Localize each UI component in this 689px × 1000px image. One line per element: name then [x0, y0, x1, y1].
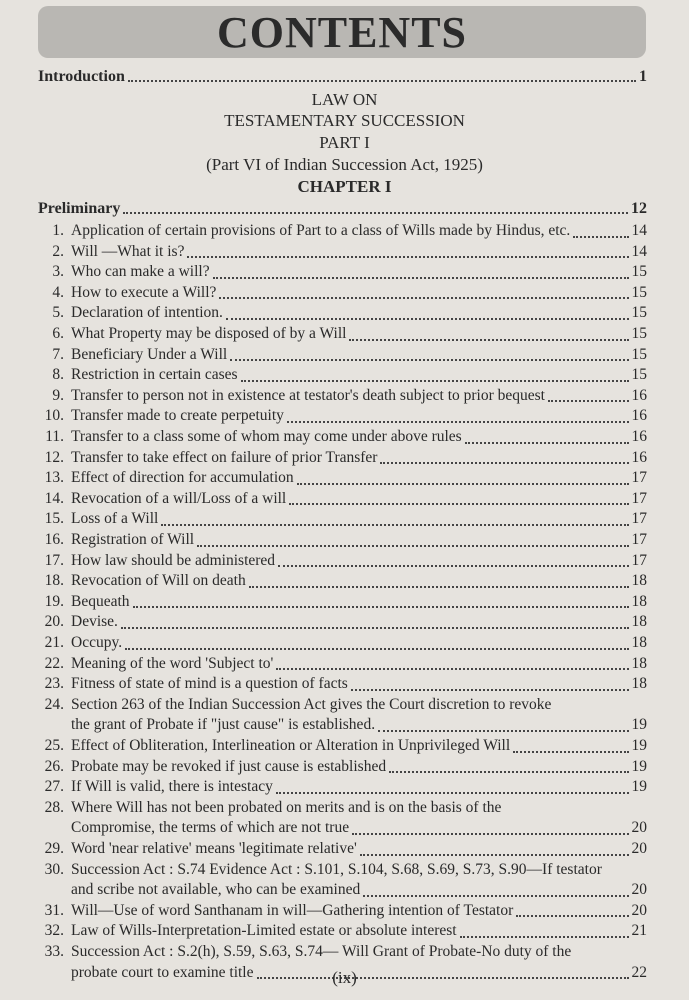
- dot-leader: [389, 771, 628, 773]
- toc-entry: [38, 530, 647, 551]
- dot-leader: [187, 256, 628, 258]
- entry-label: Introduction: [38, 68, 125, 85]
- entry-label: Word 'near relative' means 'legitimate relative': [71, 840, 357, 857]
- toc-entry: [38, 489, 647, 510]
- entry-number: 2.: [52, 242, 64, 260]
- entry-number: 13.: [44, 469, 64, 487]
- entry-page: 17: [631, 510, 647, 528]
- entry-page: 12: [631, 200, 647, 217]
- entry-number: 32.: [44, 922, 64, 940]
- entry-label: Effect of direction for accumulation: [71, 469, 294, 487]
- toc-entry: [38, 695, 647, 736]
- entry-label: Transfer to take effect on failure of prior Transfer: [71, 448, 378, 466]
- contents-banner: [38, 6, 646, 58]
- toc-entry: [38, 551, 647, 572]
- dot-leader: [380, 462, 628, 464]
- entry-page: 19: [631, 778, 647, 796]
- entry-label: Who can make a will?: [71, 263, 210, 281]
- toc-entry: [38, 303, 647, 324]
- dot-leader: [241, 380, 629, 382]
- entry-number: 5.: [52, 304, 64, 322]
- dot-leader: [161, 524, 628, 526]
- entry-label: Meaning of the word 'Subject to': [71, 654, 274, 672]
- dot-leader: [363, 895, 628, 897]
- entry-text-line: Section 263 of the Indian Succession Act gives the Court discretion to revoke: [71, 695, 552, 713]
- heading-law-on: LAW ON: [311, 90, 378, 109]
- entry-number: 24.: [44, 695, 64, 713]
- entry-page: 1: [639, 68, 647, 85]
- toc-entry: [38, 777, 647, 798]
- toc-entry: [38, 757, 647, 778]
- dot-leader: [276, 668, 628, 670]
- toc-entry: [38, 283, 647, 304]
- entry-number: 27.: [44, 778, 64, 796]
- toc-entry: [38, 612, 647, 633]
- dot-leader: [278, 565, 628, 567]
- entry-number: 8.: [52, 366, 64, 384]
- dot-leader: [287, 421, 629, 423]
- page-number: (ix): [332, 968, 357, 987]
- entry-page: 20: [631, 819, 647, 837]
- heading-testamentary-succession: TESTAMENTARY SUCCESSION: [224, 111, 465, 130]
- entry-number: 17.: [44, 551, 64, 569]
- toc-entry: [38, 386, 647, 407]
- toc-entry: [38, 365, 647, 386]
- toc-entry: [38, 345, 647, 366]
- entry-page: 15: [631, 345, 647, 363]
- entry-label: Preliminary: [38, 200, 121, 217]
- dot-leader: [249, 586, 629, 588]
- entry-label: Transfer to person not in existence at testator's death subject to prior bequest: [71, 386, 545, 404]
- toc-entry: [38, 921, 647, 942]
- dot-leader: [125, 648, 628, 650]
- entry-number: 14.: [44, 489, 64, 507]
- entry-number: 16.: [44, 531, 64, 548]
- toc-entry: [38, 736, 647, 757]
- entry-number: 26.: [44, 757, 64, 775]
- toc-entry: [38, 221, 647, 242]
- entry-page: 16: [631, 448, 647, 466]
- entry-page: 19: [631, 757, 647, 775]
- toc-entry: [38, 571, 647, 592]
- entry-page: 17: [631, 489, 647, 507]
- dot-leader: [516, 915, 628, 917]
- dot-leader: [297, 483, 629, 485]
- entry-page: 15: [631, 325, 647, 342]
- entry-label: Transfer to a class some of whom may come under above rules: [71, 428, 462, 445]
- entry-label: probate court to examine title: [71, 963, 254, 981]
- entry-page: 21: [631, 922, 647, 940]
- dot-leader: [121, 627, 629, 629]
- entry-number: 4.: [52, 283, 64, 301]
- entry-label: and scribe not available, who can be examined: [71, 881, 361, 899]
- entry-number: 7.: [52, 345, 64, 363]
- entry-label: Compromise, the terms of which are not true: [71, 819, 350, 837]
- entry-number: 31.: [44, 901, 64, 919]
- entry-page: 15: [631, 366, 647, 384]
- toc-entry: [38, 448, 647, 469]
- entry-page: 17: [631, 469, 647, 487]
- entry-text-line: Where Will has not been probated on merits and is on the basis of the: [71, 798, 502, 816]
- dot-leader: [289, 503, 628, 505]
- toc-entry: [38, 633, 647, 654]
- entry-number: 6.: [52, 325, 64, 342]
- toc-entry: [38, 654, 647, 675]
- entry-number: 28.: [44, 798, 64, 816]
- toc-entry: [38, 406, 647, 427]
- entry-number: 29.: [44, 840, 64, 857]
- entry-page: 18: [631, 654, 647, 672]
- dot-leader: [133, 606, 629, 608]
- toc-entry-preliminary: [38, 200, 647, 218]
- entry-page: 15: [631, 263, 647, 281]
- entry-page: 15: [631, 283, 647, 301]
- entry-number: 9.: [52, 386, 64, 404]
- entry-text-line: Succession Act : S.2(h), S.59, S.63, S.74— Will Grant of Probate-No duty of the: [71, 943, 572, 960]
- entry-label: Beneficiary Under a Will: [71, 345, 228, 363]
- entry-number: 1.: [52, 222, 64, 239]
- toc-entry: [38, 262, 647, 283]
- entry-label: Revocation of a will/Loss of a will: [71, 489, 287, 507]
- entry-label: Fitness of state of mind is a question of facts: [71, 675, 348, 693]
- entry-number: 15.: [44, 510, 64, 528]
- entry-page: 20: [631, 881, 647, 899]
- dot-leader: [351, 689, 629, 691]
- dot-leader: [465, 442, 629, 444]
- page-title: CONTENTS: [216, 7, 468, 57]
- entry-label: How to execute a Will?: [71, 283, 217, 301]
- dot-leader: [513, 751, 628, 753]
- entry-number: 12.: [44, 448, 64, 466]
- entry-page: 19: [631, 737, 647, 754]
- entry-page: 16: [631, 428, 647, 445]
- entry-number: 18.: [44, 572, 64, 590]
- entry-number: 25.: [44, 737, 64, 754]
- entry-page: 16: [631, 407, 647, 425]
- dot-leader: [226, 318, 629, 320]
- entry-label: How law should be administered: [71, 551, 276, 569]
- entry-page: 17: [631, 531, 647, 548]
- entry-number: 23.: [44, 675, 64, 693]
- entry-page: 19: [631, 716, 647, 734]
- entry-label: the grant of Probate if "just cause" is established.: [71, 716, 376, 734]
- dot-leader: [123, 212, 628, 214]
- entry-label: Registration of Will: [71, 531, 195, 548]
- entry-number: 19.: [44, 592, 64, 610]
- entry-text-line: Succession Act : S.74 Evidence Act : S.101, S.104, S.68, S.69, S.73, S.90—If testator: [71, 860, 602, 878]
- entry-label: Declaration of intention.: [71, 304, 223, 322]
- entry-page: 14: [631, 242, 647, 260]
- entry-label: Restriction in certain cases: [71, 366, 238, 384]
- entry-page: 18: [631, 675, 647, 693]
- toc-entry: [38, 592, 647, 613]
- dot-leader: [349, 339, 628, 341]
- entry-label: Loss of a Will: [71, 510, 159, 528]
- entry-page: 14: [631, 222, 647, 239]
- toc-entry: [38, 674, 647, 695]
- entry-label: Devise.: [71, 613, 118, 631]
- toc-entry: [38, 901, 647, 922]
- dot-leader: [378, 730, 628, 732]
- entry-number: 3.: [52, 263, 64, 281]
- entry-page: 15: [631, 304, 647, 322]
- entry-label: Bequeath: [71, 592, 130, 610]
- toc-entry: [38, 839, 647, 860]
- toc-entry: [38, 242, 647, 263]
- dot-leader: [573, 236, 628, 238]
- entry-page: 16: [631, 386, 647, 404]
- entry-number: 10.: [44, 407, 64, 425]
- toc-entry: [38, 860, 647, 901]
- entry-number: 21.: [44, 634, 64, 651]
- dot-leader: [128, 80, 636, 82]
- entry-label: What Property may be disposed of by a Will: [71, 325, 347, 342]
- dot-leader: [352, 833, 628, 835]
- dot-leader: [276, 792, 629, 794]
- toc-entry-introduction: [38, 68, 647, 86]
- entry-label: Will—Use of word Santhanam in will—Gathering intention of Testator: [71, 901, 514, 919]
- heading-chapter: CHAPTER I: [297, 177, 392, 196]
- entry-number: 11.: [45, 428, 64, 445]
- entry-label: If Will is valid, there is intestacy: [71, 778, 273, 796]
- entry-number: 30.: [44, 860, 64, 878]
- entry-number: 20.: [44, 613, 64, 631]
- dot-leader: [219, 297, 628, 299]
- dot-leader: [360, 854, 629, 856]
- heading-part: PART I: [319, 133, 370, 152]
- entry-label: Revocation of Will on death: [71, 572, 246, 590]
- dot-leader: [548, 400, 629, 402]
- dot-leader: [197, 545, 628, 547]
- entry-label: Law of Wills-Interpretation-Limited estate or absolute interest: [71, 922, 457, 940]
- entry-page: 20: [631, 840, 647, 857]
- toc-entry: [38, 509, 647, 530]
- entry-label: Will —What it is?: [71, 242, 185, 260]
- entry-label: Transfer made to create perpetuity: [71, 407, 284, 425]
- entry-number: 22.: [44, 654, 64, 672]
- dot-leader: [230, 359, 628, 361]
- entry-label: Effect of Obliteration, Interlineation or Alteration in Unprivileged Will: [71, 737, 511, 754]
- entry-page: 20: [631, 901, 647, 919]
- entry-label: Probate may be revoked if just cause is established: [71, 757, 387, 775]
- toc-entry: [38, 427, 647, 448]
- dot-leader: [213, 277, 629, 279]
- heading-part-subtitle: (Part VI of Indian Succession Act, 1925): [206, 155, 483, 174]
- entry-page: 18: [631, 572, 647, 590]
- toc-entry: [38, 468, 647, 489]
- entry-label: Application of certain provisions of Part to a class of Wills made by Hindus, etc.: [71, 222, 571, 239]
- entry-label: Occupy.: [71, 634, 123, 651]
- entry-page: 18: [631, 592, 647, 610]
- entry-page: 22: [631, 963, 647, 981]
- toc-entry: [38, 798, 647, 839]
- entry-page: 18: [631, 613, 647, 631]
- entry-number: 33.: [44, 943, 64, 960]
- entry-page: 18: [631, 634, 647, 651]
- entry-page: 17: [631, 551, 647, 569]
- dot-leader: [460, 936, 629, 938]
- toc-entry: [38, 324, 647, 345]
